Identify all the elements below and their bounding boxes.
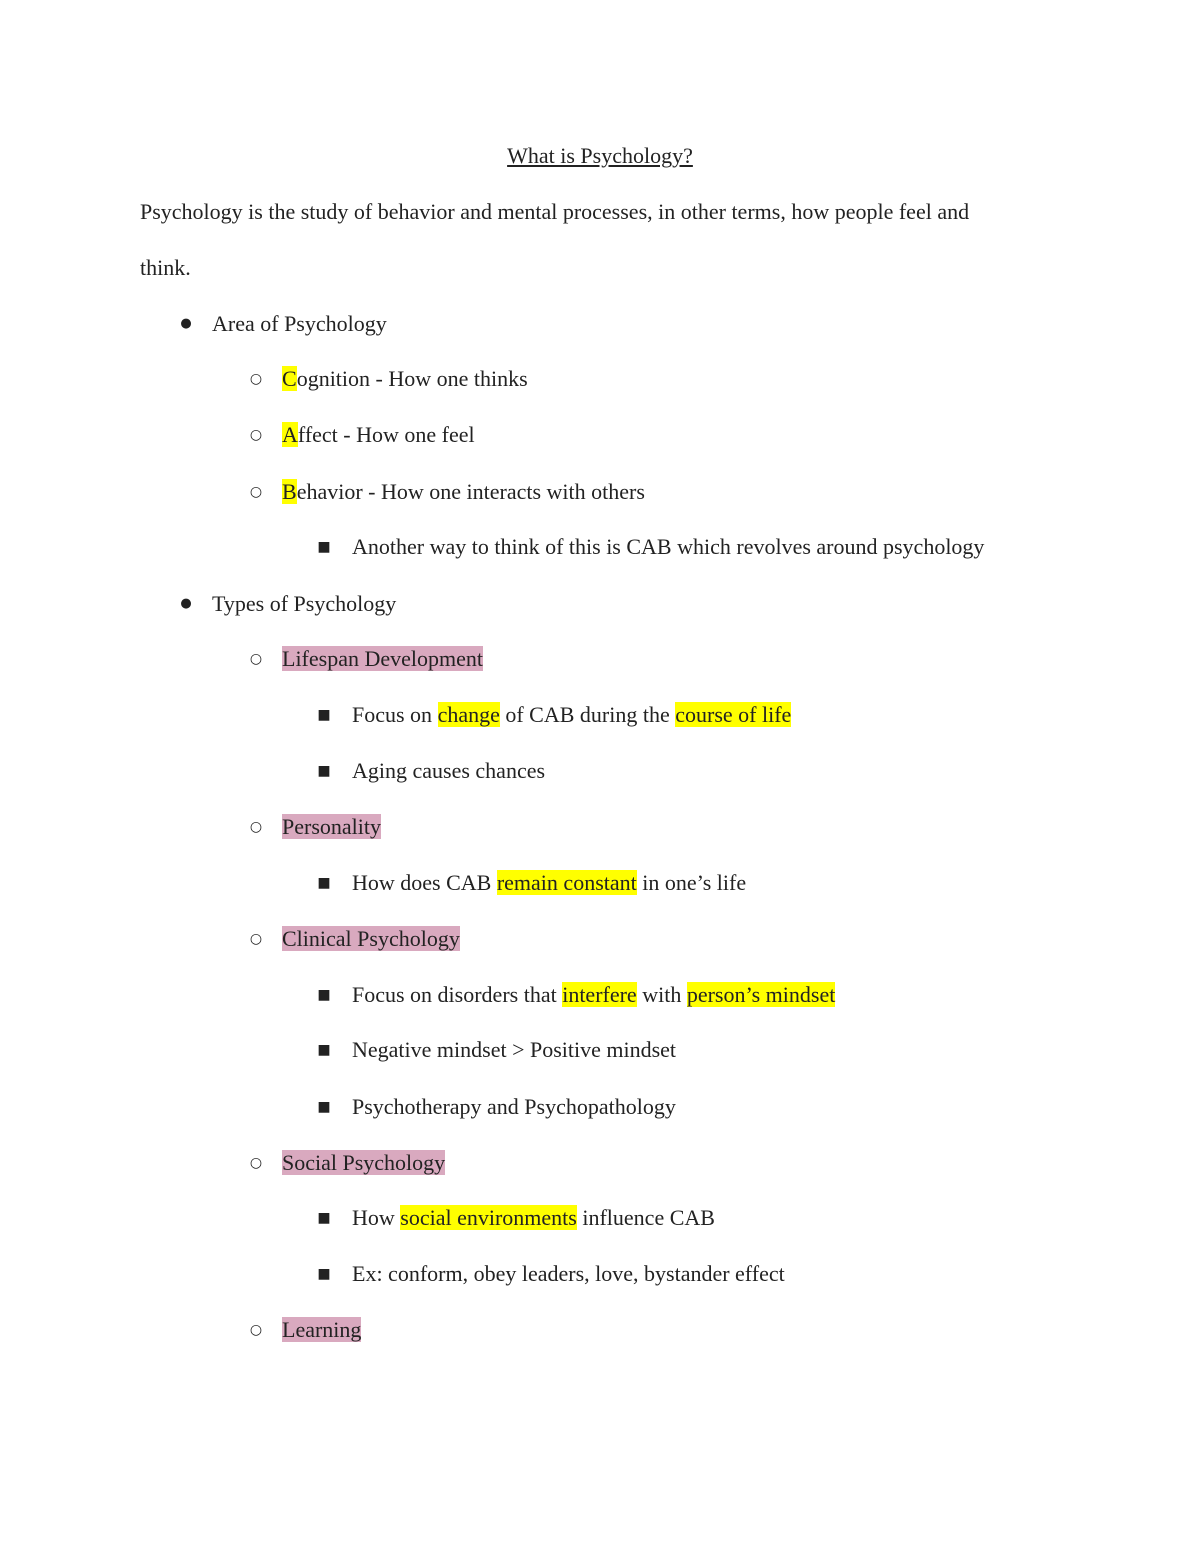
hollow-circle-bullet-icon: ○ [249, 484, 263, 500]
square-bullet-icon: ■ [317, 707, 331, 723]
list-item-learning [249, 1316, 362, 1344]
highlight-letter: A [282, 422, 298, 447]
highlighted-text: course of life [675, 702, 792, 727]
list-item-text: Negative mindset > Positive mindset [352, 1037, 677, 1062]
list-item-clinical-focus [317, 981, 836, 1009]
text-segment: How [352, 1205, 401, 1230]
square-bullet-icon: ■ [317, 1210, 331, 1226]
list-item-cognition [249, 365, 528, 393]
list-item-text: Types of Psychology [212, 591, 397, 616]
highlighted-text: person’s mindset [686, 982, 836, 1007]
square-bullet-icon: ■ [317, 987, 331, 1003]
text-segment: Focus on [352, 702, 438, 727]
square-bullet-icon: ■ [317, 1266, 331, 1282]
highlighted-label: Clinical Psychology [282, 926, 460, 951]
list-item-behavior [249, 478, 645, 506]
list-item-types-heading [180, 590, 397, 618]
hollow-circle-bullet-icon: ○ [249, 819, 263, 835]
square-bullet-icon: ■ [317, 875, 331, 891]
list-item-personality [249, 813, 381, 841]
page-title: What is Psychology? [507, 143, 693, 168]
highlight-letter: B [282, 479, 297, 504]
filled-circle-bullet-icon: ● [180, 316, 192, 331]
list-item-clinical-mindset [317, 1036, 677, 1064]
square-bullet-icon: ■ [317, 539, 331, 555]
text-segment: with [636, 982, 687, 1007]
list-item-text: Another way to think of this is CAB which revolves around psychology [352, 534, 985, 559]
hollow-circle-bullet-icon: ○ [249, 427, 263, 443]
list-item-cab-note [317, 533, 985, 561]
list-item-text: ffect - How one feel [297, 422, 475, 447]
intro-line-1: Psychology is the study of behavior and mental processes, in other terms, how people feel and [140, 199, 970, 224]
filled-circle-bullet-icon: ● [180, 596, 192, 611]
list-item-lifespan [249, 645, 483, 673]
intro-line-2: think. [140, 255, 191, 280]
hollow-circle-bullet-icon: ○ [249, 1155, 263, 1171]
highlighted-label: Lifespan Development [282, 646, 483, 671]
hollow-circle-bullet-icon: ○ [249, 371, 263, 387]
square-bullet-icon: ■ [317, 1099, 331, 1115]
highlighted-text: social environments [400, 1205, 577, 1230]
list-item-lifespan-aging [317, 757, 546, 785]
text-segment: influence CAB [576, 1205, 715, 1230]
list-item-lifespan-focus [317, 701, 792, 729]
list-item-text: Area of Psychology [212, 311, 387, 336]
highlighted-text: remain constant [496, 870, 637, 895]
list-item-affect [249, 421, 475, 449]
list-item-text: ehavior - How one interacts with others [296, 479, 645, 504]
list-item-social-examples [317, 1260, 785, 1288]
hollow-circle-bullet-icon: ○ [249, 931, 263, 947]
list-item-clinical [249, 925, 460, 953]
list-item-clinical-therapy [317, 1093, 676, 1121]
highlighted-text: interfere [562, 982, 637, 1007]
highlighted-label: Learning [282, 1317, 362, 1342]
hollow-circle-bullet-icon: ○ [249, 1322, 263, 1338]
list-item-personality-constant [317, 869, 747, 897]
list-item-text: ognition - How one thinks [296, 366, 528, 391]
list-item-text: Ex: conform, obey leaders, love, bystander effect [352, 1261, 785, 1286]
square-bullet-icon: ■ [317, 763, 331, 779]
highlighted-text: change [437, 702, 500, 727]
list-item-text: Psychotherapy and Psychopathology [352, 1094, 676, 1119]
highlighted-label: Personality [282, 814, 381, 839]
list-item-text: Aging causes chances [352, 758, 546, 783]
hollow-circle-bullet-icon: ○ [249, 651, 263, 667]
list-item-social [249, 1149, 446, 1177]
highlighted-label: Social Psychology [282, 1150, 446, 1175]
square-bullet-icon: ■ [317, 1042, 331, 1058]
text-segment: of CAB during the [499, 702, 676, 727]
text-segment: How does CAB [352, 870, 497, 895]
list-item-area-heading [180, 310, 387, 338]
text-segment: in one’s life [636, 870, 747, 895]
text-segment: Focus on disorders that [352, 982, 563, 1007]
list-item-social-environments [317, 1204, 715, 1232]
highlight-letter: C [282, 366, 297, 391]
